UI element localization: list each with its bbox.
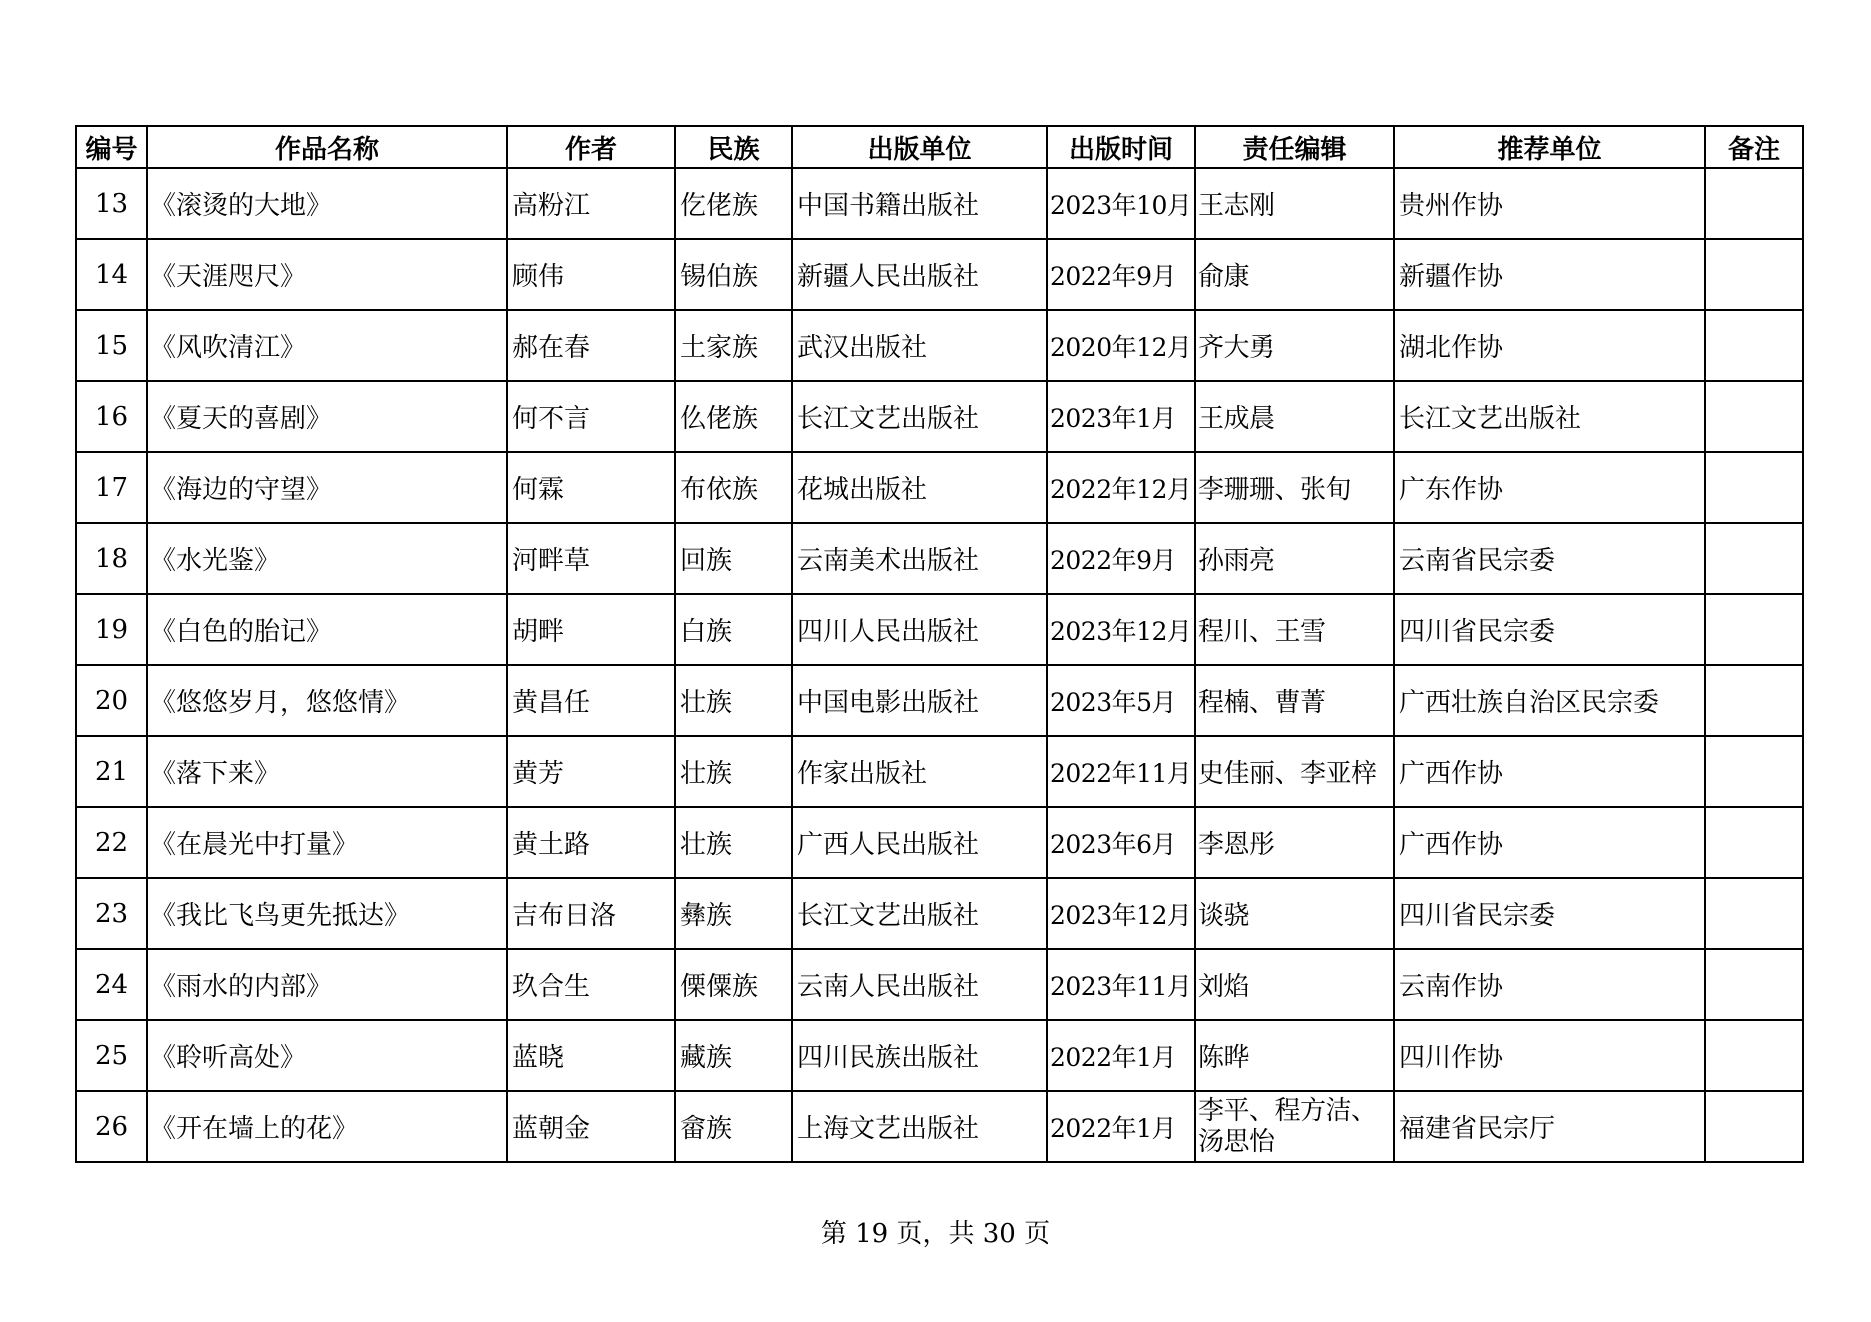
cell-title: 《白色的胎记》 <box>147 594 507 665</box>
works-table <box>75 125 1804 1163</box>
cell-editor: 俞康 <box>1195 239 1394 310</box>
cell-ethnicity: 仫佬族 <box>675 381 792 452</box>
header-editor: 责任编辑 <box>1195 126 1394 168</box>
cell-remark <box>1705 736 1803 807</box>
cell-ethnicity: 土家族 <box>675 310 792 381</box>
cell-no: 23 <box>76 878 147 949</box>
cell-title: 《雨水的内部》 <box>147 949 507 1020</box>
cell-recommender: 云南作协 <box>1394 949 1705 1020</box>
cell-no: 24 <box>76 949 147 1020</box>
cell-recommender: 广西壮族自治区民宗委 <box>1394 665 1705 736</box>
cell-title: 《在晨光中打量》 <box>147 807 507 878</box>
table-row <box>76 1020 1803 1091</box>
header-ethnicity: 民族 <box>675 126 792 168</box>
cell-title: 《悠悠岁月，悠悠情》 <box>147 665 507 736</box>
cell-author: 吉布日洛 <box>507 878 675 949</box>
table-row <box>76 665 1803 736</box>
cell-title: 《夏天的喜剧》 <box>147 381 507 452</box>
cell-recommender: 四川省民宗委 <box>1394 594 1705 665</box>
cell-date: 2022年11月 <box>1047 736 1195 807</box>
cell-publisher: 作家出版社 <box>792 736 1047 807</box>
table-row <box>76 168 1803 239</box>
cell-date: 2022年1月 <box>1047 1091 1195 1162</box>
cell-recommender: 四川作协 <box>1394 1020 1705 1091</box>
table-row <box>76 239 1803 310</box>
cell-remark <box>1705 310 1803 381</box>
cell-date: 2022年1月 <box>1047 1020 1195 1091</box>
cell-recommender: 广西作协 <box>1394 736 1705 807</box>
cell-recommender: 四川省民宗委 <box>1394 878 1705 949</box>
table-row <box>76 807 1803 878</box>
cell-editor: 李珊珊、张旬 <box>1195 452 1394 523</box>
table-row <box>76 949 1803 1020</box>
cell-recommender: 广东作协 <box>1394 452 1705 523</box>
cell-author: 高粉江 <box>507 168 675 239</box>
cell-no: 20 <box>76 665 147 736</box>
cell-ethnicity: 壮族 <box>675 736 792 807</box>
cell-publisher: 中国电影出版社 <box>792 665 1047 736</box>
table-row <box>76 381 1803 452</box>
cell-ethnicity: 傈僳族 <box>675 949 792 1020</box>
cell-no: 19 <box>76 594 147 665</box>
table-row <box>76 878 1803 949</box>
cell-no: 22 <box>76 807 147 878</box>
cell-author: 何霖 <box>507 452 675 523</box>
cell-editor: 程川、王雪 <box>1195 594 1394 665</box>
cell-no: 25 <box>76 1020 147 1091</box>
cell-ethnicity: 仡佬族 <box>675 168 792 239</box>
header-author: 作者 <box>507 126 675 168</box>
cell-recommender: 长江文艺出版社 <box>1394 381 1705 452</box>
cell-ethnicity: 布依族 <box>675 452 792 523</box>
cell-remark <box>1705 594 1803 665</box>
cell-recommender: 福建省民宗厅 <box>1394 1091 1705 1162</box>
cell-date: 2022年9月 <box>1047 239 1195 310</box>
cell-author: 玖合生 <box>507 949 675 1020</box>
cell-editor: 齐大勇 <box>1195 310 1394 381</box>
cell-publisher: 上海文艺出版社 <box>792 1091 1047 1162</box>
table-row <box>76 310 1803 381</box>
cell-author: 郝在春 <box>507 310 675 381</box>
cell-editor: 陈晔 <box>1195 1020 1394 1091</box>
cell-title: 《滚烫的大地》 <box>147 168 507 239</box>
cell-ethnicity: 壮族 <box>675 807 792 878</box>
cell-recommender: 湖北作协 <box>1394 310 1705 381</box>
cell-recommender: 新疆作协 <box>1394 239 1705 310</box>
cell-ethnicity: 彝族 <box>675 878 792 949</box>
cell-publisher: 广西人民出版社 <box>792 807 1047 878</box>
cell-editor: 李平、程方洁、汤思怡 <box>1195 1091 1394 1162</box>
cell-author: 黄土路 <box>507 807 675 878</box>
cell-title: 《聆听高处》 <box>147 1020 507 1091</box>
cell-remark <box>1705 168 1803 239</box>
cell-author: 河畔草 <box>507 523 675 594</box>
header-title: 作品名称 <box>147 126 507 168</box>
cell-remark <box>1705 878 1803 949</box>
cell-publisher: 四川民族出版社 <box>792 1020 1047 1091</box>
cell-publisher: 云南人民出版社 <box>792 949 1047 1020</box>
cell-title: 《水光鉴》 <box>147 523 507 594</box>
cell-editor: 孙雨亮 <box>1195 523 1394 594</box>
cell-author: 蓝晓 <box>507 1020 675 1091</box>
cell-date: 2022年9月 <box>1047 523 1195 594</box>
cell-remark <box>1705 807 1803 878</box>
page-footer: 第 19 页，共 30 页 <box>820 1219 1051 1249</box>
cell-recommender: 广西作协 <box>1394 807 1705 878</box>
table-row <box>76 452 1803 523</box>
cell-publisher: 四川人民出版社 <box>792 594 1047 665</box>
cell-editor: 李恩彤 <box>1195 807 1394 878</box>
cell-date: 2023年10月 <box>1047 168 1195 239</box>
cell-editor: 史佳丽、李亚梓 <box>1195 736 1394 807</box>
cell-title: 《风吹清江》 <box>147 310 507 381</box>
header-recommender: 推荐单位 <box>1394 126 1705 168</box>
cell-recommender: 贵州作协 <box>1394 168 1705 239</box>
cell-date: 2023年12月 <box>1047 594 1195 665</box>
cell-author: 何不言 <box>507 381 675 452</box>
header-publisher: 出版单位 <box>792 126 1047 168</box>
cell-no: 13 <box>76 168 147 239</box>
cell-remark <box>1705 949 1803 1020</box>
cell-date: 2020年12月 <box>1047 310 1195 381</box>
cell-title: 《我比飞鸟更先抵达》 <box>147 878 507 949</box>
cell-title: 《天涯咫尺》 <box>147 239 507 310</box>
cell-no: 17 <box>76 452 147 523</box>
cell-remark <box>1705 452 1803 523</box>
cell-title: 《落下来》 <box>147 736 507 807</box>
cell-author: 蓝朝金 <box>507 1091 675 1162</box>
cell-date: 2023年6月 <box>1047 807 1195 878</box>
cell-remark <box>1705 1020 1803 1091</box>
cell-remark <box>1705 665 1803 736</box>
cell-editor: 王志刚 <box>1195 168 1394 239</box>
header-date: 出版时间 <box>1047 126 1195 168</box>
cell-publisher: 花城出版社 <box>792 452 1047 523</box>
cell-remark <box>1705 381 1803 452</box>
cell-title: 《海边的守望》 <box>147 452 507 523</box>
cell-recommender: 云南省民宗委 <box>1394 523 1705 594</box>
table-header-row <box>76 126 1803 168</box>
cell-remark <box>1705 239 1803 310</box>
cell-ethnicity: 回族 <box>675 523 792 594</box>
cell-remark <box>1705 1091 1803 1162</box>
cell-publisher: 中国书籍出版社 <box>792 168 1047 239</box>
cell-editor: 谈骁 <box>1195 878 1394 949</box>
header-remark: 备注 <box>1705 126 1803 168</box>
cell-date: 2023年11月 <box>1047 949 1195 1020</box>
cell-publisher: 武汉出版社 <box>792 310 1047 381</box>
cell-date: 2023年1月 <box>1047 381 1195 452</box>
cell-ethnicity: 壮族 <box>675 665 792 736</box>
cell-author: 黄芳 <box>507 736 675 807</box>
cell-date: 2023年5月 <box>1047 665 1195 736</box>
cell-publisher: 长江文艺出版社 <box>792 878 1047 949</box>
cell-date: 2023年12月 <box>1047 878 1195 949</box>
table-row <box>76 736 1803 807</box>
cell-ethnicity: 藏族 <box>675 1020 792 1091</box>
cell-no: 26 <box>76 1091 147 1162</box>
cell-ethnicity: 锡伯族 <box>675 239 792 310</box>
cell-no: 21 <box>76 736 147 807</box>
cell-no: 15 <box>76 310 147 381</box>
cell-publisher: 长江文艺出版社 <box>792 381 1047 452</box>
table-row <box>76 523 1803 594</box>
cell-no: 16 <box>76 381 147 452</box>
cell-no: 14 <box>76 239 147 310</box>
cell-editor: 刘焰 <box>1195 949 1394 1020</box>
cell-remark <box>1705 523 1803 594</box>
table-body <box>76 168 1803 1162</box>
cell-author: 黄昌任 <box>507 665 675 736</box>
table-row <box>76 1091 1803 1162</box>
cell-author: 胡畔 <box>507 594 675 665</box>
cell-date: 2022年12月 <box>1047 452 1195 523</box>
table-row <box>76 594 1803 665</box>
cell-no: 18 <box>76 523 147 594</box>
cell-publisher: 新疆人民出版社 <box>792 239 1047 310</box>
header-no: 编号 <box>76 126 147 168</box>
cell-author: 顾伟 <box>507 239 675 310</box>
cell-editor: 王成晨 <box>1195 381 1394 452</box>
cell-ethnicity: 畲族 <box>675 1091 792 1162</box>
cell-ethnicity: 白族 <box>675 594 792 665</box>
cell-editor: 程楠、曹菁 <box>1195 665 1394 736</box>
cell-publisher: 云南美术出版社 <box>792 523 1047 594</box>
cell-title: 《开在墙上的花》 <box>147 1091 507 1162</box>
